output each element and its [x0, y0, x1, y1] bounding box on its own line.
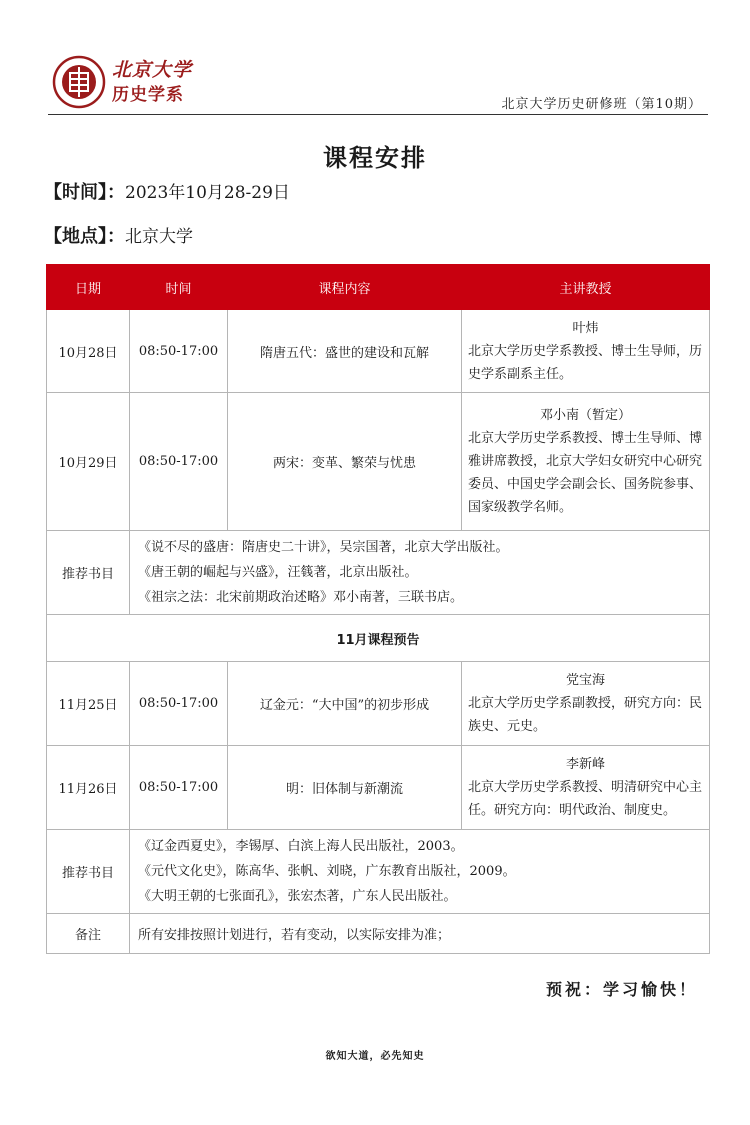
professor-name: 李新峰: [565, 757, 605, 772]
table-row: [47, 393, 710, 531]
note-text: 所有安排按照计划进行，若有变动，以实际安排为准；: [130, 914, 710, 954]
place-value: 北京大学: [125, 227, 193, 247]
row-professor: [462, 310, 710, 393]
note-row: [47, 914, 710, 954]
column-header-professor: 主讲教授: [462, 265, 710, 310]
time-label: 【时间】：: [44, 182, 125, 203]
header-divider: [48, 114, 708, 115]
row-course: 隋唐五代：盛世的建设和瓦解: [228, 310, 462, 393]
row-date: 10月28日: [47, 310, 130, 393]
table-row: [47, 746, 710, 830]
table-row: [47, 310, 710, 393]
time-info: [44, 178, 290, 204]
professor-name: 邓小南（暂定）: [539, 408, 631, 423]
november-preview-title: 11月课程预告: [47, 615, 710, 662]
books-label: 推荐书目: [47, 531, 130, 615]
page-title: 课程安排: [323, 144, 427, 172]
books-row: [47, 531, 710, 615]
book-item: 《大明王朝的七张面孔》，张宏杰著，广东人民出版社。: [138, 889, 457, 904]
row-course: 明：旧体制与新潮流: [228, 746, 462, 830]
professor-bio: 北京大学历史学系教授、明清研究中心主任。研究方向：明代政治、制度史。: [468, 780, 703, 818]
books-label: 推荐书目: [47, 830, 130, 914]
row-time: 08:50-17:00: [130, 746, 228, 830]
row-time: 08:50-17:00: [130, 393, 228, 531]
professor-name: 叶炜: [572, 320, 599, 336]
column-header-time: 时间: [130, 265, 228, 310]
column-header-course: 课程内容: [228, 265, 462, 310]
place-info: [44, 222, 193, 248]
row-course: 两宋：变革、繁荣与忧患: [228, 393, 462, 531]
table-row: [47, 662, 710, 746]
books-list: [130, 830, 710, 914]
professor-bio: 北京大学历史学系教授、博士生导师、博雅讲席教授，北京大学妇女研究中心研究委员、中国史学会副会长、国务院参事、国家级教学名师。: [468, 431, 703, 515]
note-label: 备注: [47, 914, 130, 954]
books-row: [47, 830, 710, 914]
place-label: 【地点】：: [44, 226, 125, 247]
row-professor: [462, 662, 710, 746]
book-item: 《元代文化史》，陈高华、张帆、刘晓，广东教育出版社，2009。: [138, 864, 516, 879]
pku-history-logo: [52, 55, 106, 109]
row-date: 11月26日: [47, 746, 130, 830]
book-item: 《说不尽的盛唐：隋唐史二十讲》，吴宗国著，北京大学出版社。: [138, 540, 509, 555]
professor-bio: 北京大学历史学系副教授，研究方向：民族史、元史。: [468, 696, 703, 734]
book-item: 《辽金西夏史》，李锡厚、白滨上海人民出版社，2003。: [138, 839, 464, 854]
page-header: [0, 0, 750, 118]
column-header-date: 日期: [47, 265, 130, 310]
table-header-row: [47, 265, 710, 310]
professor-name: 党宝海: [565, 673, 605, 688]
program-title: 北京大学历史研修班（第10期）: [501, 97, 702, 112]
time-value: 2023年10月28-29日: [125, 183, 290, 203]
row-time: 08:50-17:00: [130, 662, 228, 746]
row-course: 辽金元：“大中国”的初步形成: [228, 662, 462, 746]
schedule-table: [46, 264, 710, 954]
row-date: 11月25日: [47, 662, 130, 746]
books-list: [130, 531, 710, 615]
row-professor: [462, 393, 710, 531]
logo-wordmark-university: 北京大学: [112, 59, 193, 81]
footer-motto: 欲知大道，必先知史: [325, 1051, 425, 1062]
row-date: 10月29日: [47, 393, 130, 531]
row-time: 08:50-17:00: [130, 310, 228, 393]
professor-bio: 北京大学历史学系教授、博士生导师，历史学系副系主任。: [468, 343, 703, 382]
book-item: 《唐王朝的崛起与兴盛》，汪篯著，北京出版社。: [138, 565, 418, 580]
book-item: 《祖宗之法：北宋前期政治述略》邓小南著，三联书店。: [138, 590, 464, 605]
closing-wish: 预祝：学习愉快！: [545, 980, 698, 999]
preview-row: [47, 615, 710, 662]
logo-wordmark-department: 历史学系: [112, 85, 184, 105]
row-professor: [462, 746, 710, 830]
